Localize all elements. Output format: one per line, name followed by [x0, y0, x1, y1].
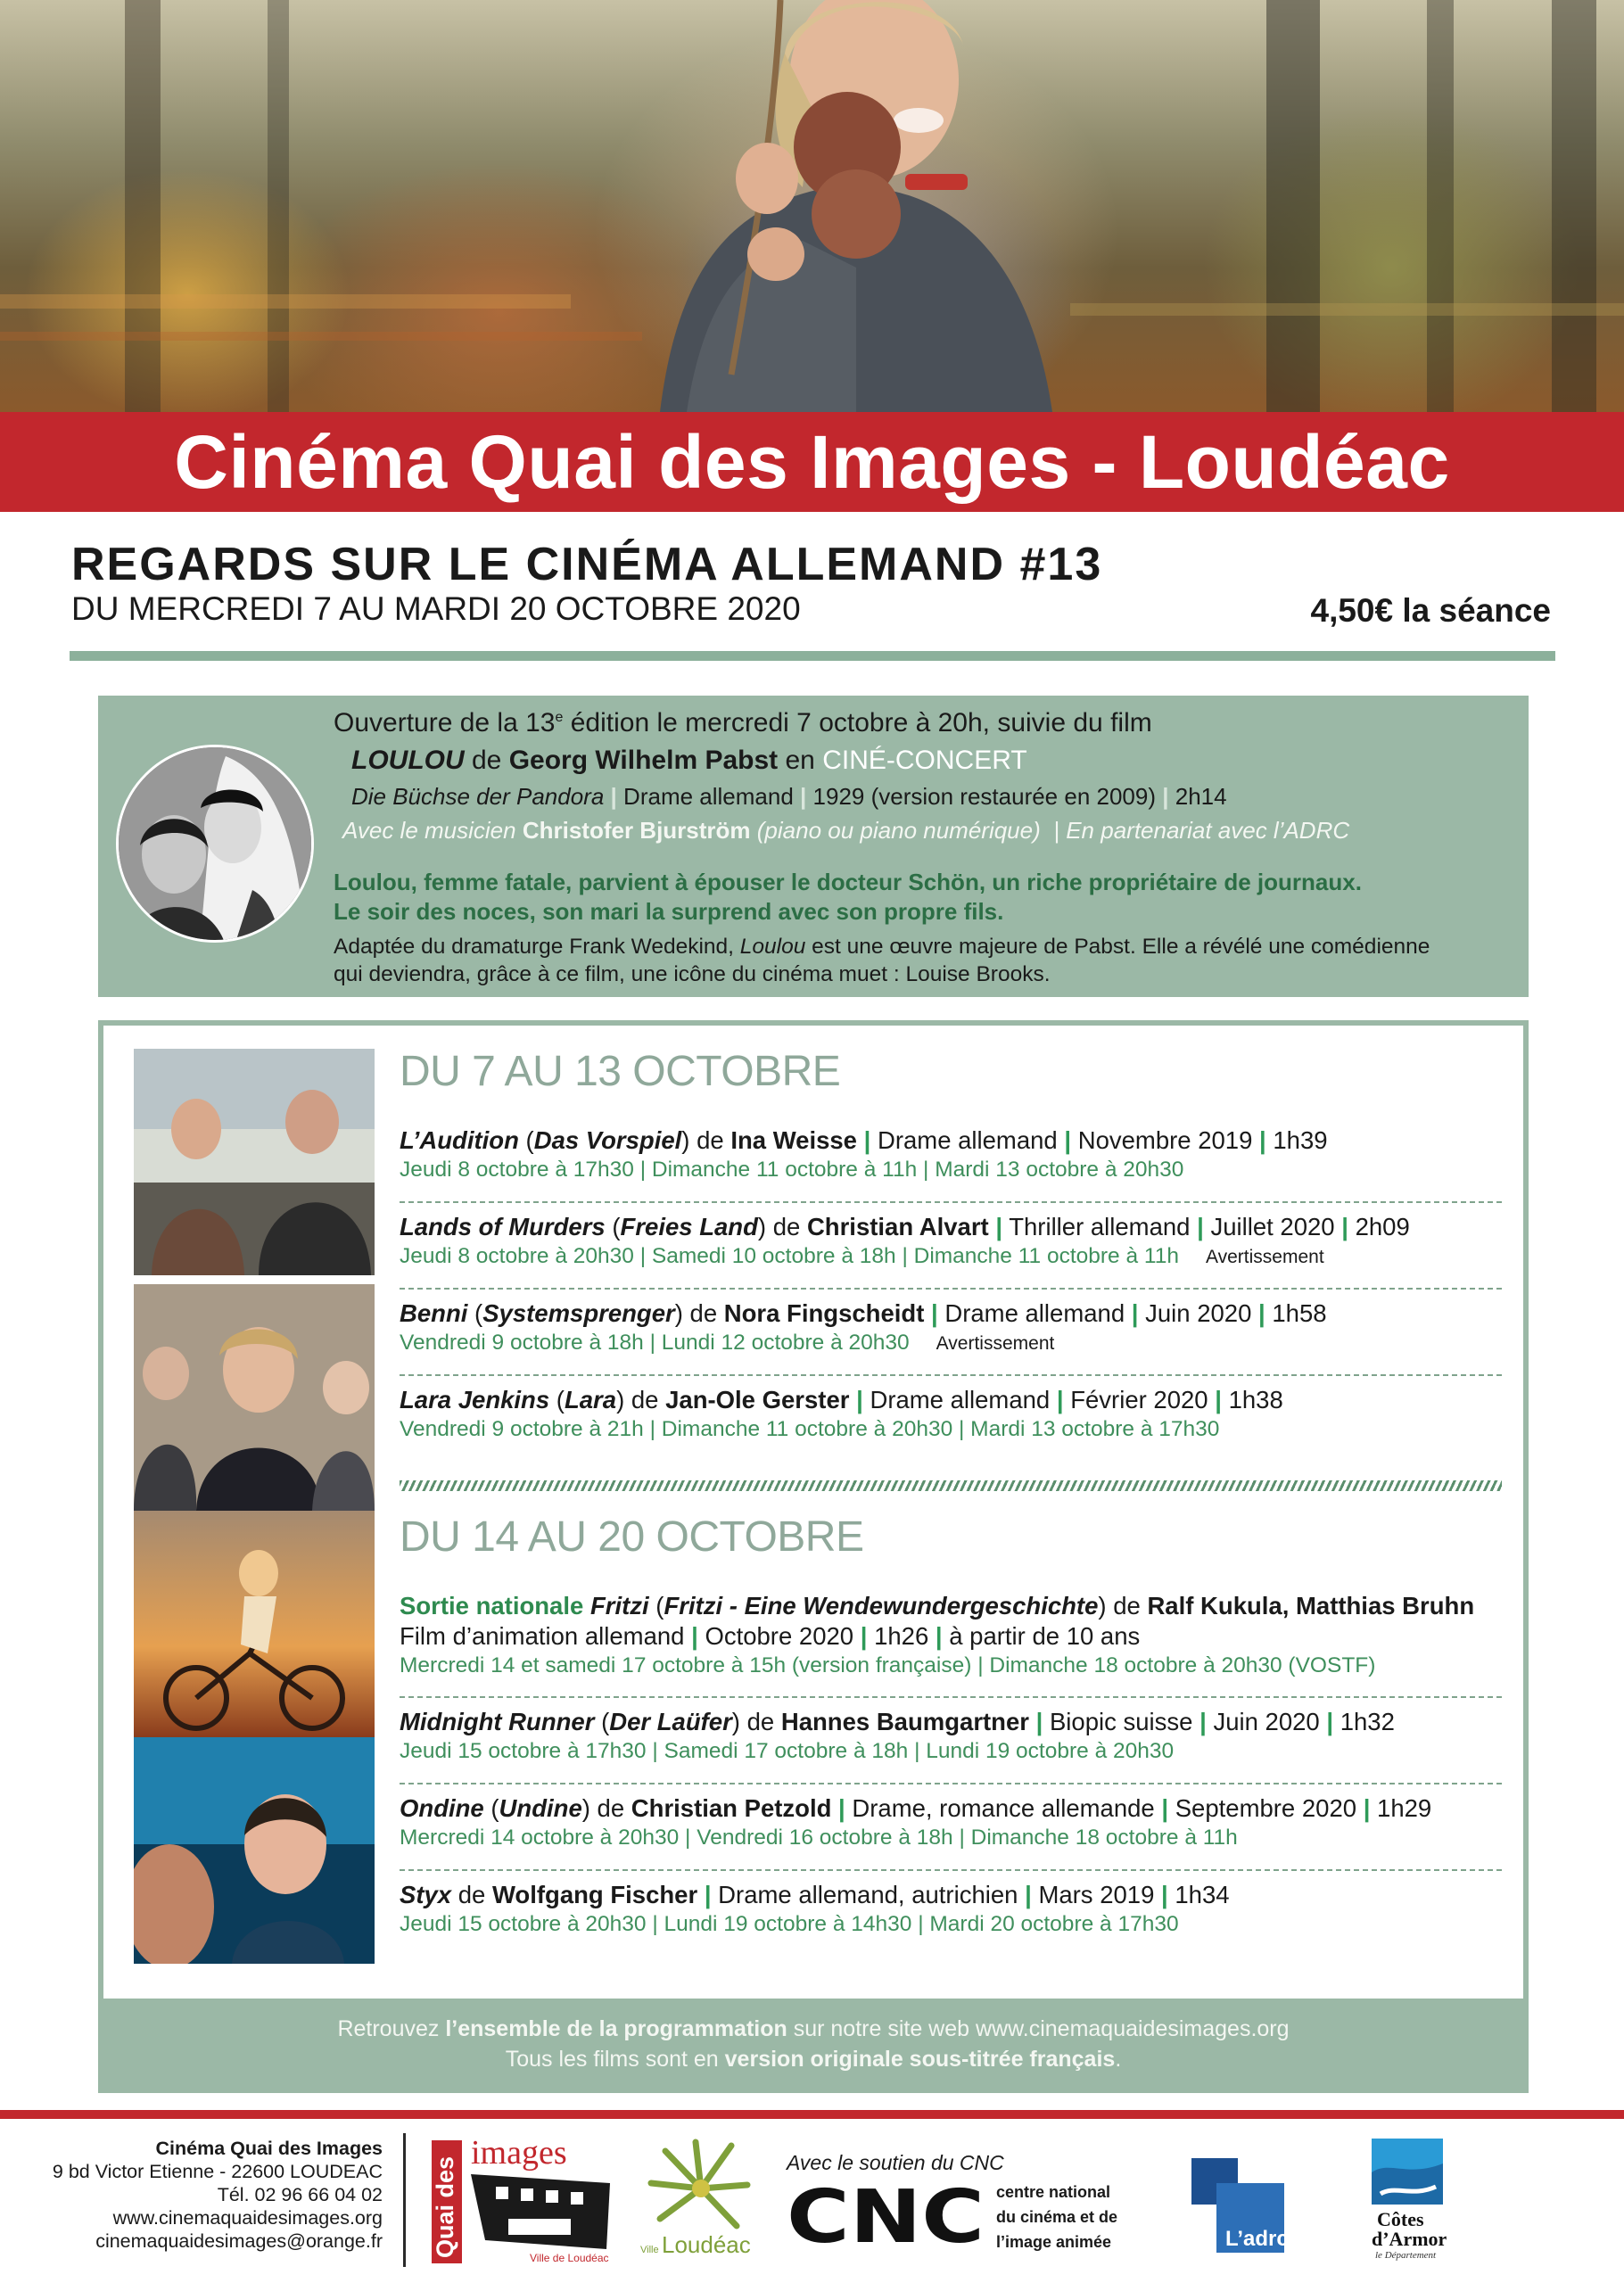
opening-details: Die Büchse der Pandora | Drame allemand | 1929 (version restaurée en 2009) | 2h14 — [351, 783, 1227, 810]
quai-des-text: Quai des — [432, 2155, 458, 2258]
sessions-ondine: Mercredi 14 octobre à 20h30 | Vendredi 16 octobre à 18h | Dimanche 18 octobre à 11h — [400, 1826, 1238, 1850]
week-divider — [400, 1480, 1502, 1491]
ville-text: Ville — [640, 2245, 659, 2255]
cotes-darmor-logo — [1368, 2137, 1448, 2262]
film-divider — [400, 1201, 1502, 1203]
warning-lands-of-murders: Avertissement — [1206, 1247, 1324, 1267]
opening-film-line: LOULOU de Georg Wilhelm Pabst en CINÉ-CONCERT — [351, 746, 1027, 775]
loudeac-text: Loudéac — [662, 2231, 751, 2258]
opening-intro: Ouverture de la 13e édition le mercredi 7 octobre à 20h, suivie du film — [334, 708, 1152, 738]
opening-film-title: LOULOU — [351, 746, 465, 775]
sessions-lara-jenkins: Vendredi 9 octobre à 21h | Dimanche 11 octobre à 20h30 | Mardi 13 octobre à 17h30 — [400, 1417, 1220, 1441]
price: 4,50€ la séance — [1310, 592, 1551, 629]
opening-format: CINÉ-CONCERT — [822, 746, 1027, 775]
opening-musician: Avec le musicien Christofer Bjurström (piano ou piano numérique) | En partenariat avec l’ADRC — [342, 817, 1350, 844]
loulou-portrait — [116, 745, 314, 943]
contact-block — [53, 2137, 383, 2253]
footer-line-1: Retrouvez l’ensemble de la programmation sur notre site web www.cinemaquaidesimages.org — [337, 2016, 1290, 2041]
images-text: images — [471, 2134, 567, 2172]
opening-description-1: Adaptée du dramaturge Frank Wedekind, Loulou est une œuvre majeure de Pabst. Elle a révélé une comédienne — [334, 935, 1430, 959]
hero-illustration — [0, 0, 1624, 412]
adrc-logo — [1191, 2158, 1286, 2254]
film-ondine: Ondine (Undine) de Christian Petzold | Drame, romance allemande | Septembre 2020 | 1h29 Mercredi 14 octobre à 20h30 | Vendredi 16 octobre à 18h | Dimanche 18 octobre à 11h — [400, 1793, 1525, 1852]
sessions-fritzi: Mercredi 14 et samedi 17 octobre à 15h (version française) | Dimanche 18 octobre à 20h30 (VOSTF) — [400, 1653, 1376, 1677]
title-bar — [0, 412, 1624, 512]
armor-text: d’Armor — [1372, 2228, 1447, 2250]
photo-ondine — [134, 1737, 375, 1964]
departement-text: le Département — [1375, 2250, 1437, 2261]
sessions-audition: Jeudi 8 octobre à 17h30 | Dimanche 11 octobre à 11h | Mardi 13 octobre à 20h30 — [400, 1158, 1184, 1182]
hero-photo — [0, 0, 1624, 412]
bottom-divider — [0, 2110, 1624, 2119]
ville-de-loudeac-text: Ville de Loudéac — [530, 2252, 609, 2264]
cnc-caption: Avec le soutien du CNC — [787, 2151, 1004, 2174]
contact-divider — [403, 2133, 406, 2267]
film-lands-of-murders: Lands of Murders (Freies Land) de Christian Alvart | Thriller allemand | Juillet 2020 | 2h09 Jeudi 8 octobre à 20h30 | Samedi 10 octobre à 18h | Dimanche 11 octobre à 11h Avertissement — [400, 1213, 1410, 1268]
opening-director: Georg Wilhelm Pabst — [508, 746, 779, 775]
opening-synopsis-1: Loulou, femme fatale, parvient à épouser le docteur Schön, un riche propriétaire de journaux. — [334, 869, 1362, 895]
quai-des-images-logo — [432, 2131, 619, 2265]
header-divider — [70, 651, 1555, 661]
film-divider — [400, 1696, 1502, 1698]
contact-name: Cinéma Quai des Images — [155, 2138, 383, 2159]
cnc-wordmark: CNC — [787, 2181, 985, 2253]
film-midnight-runner: Midnight Runner (Der Laüfer) de Hannes Baumgartner | Biopic suisse | Juin 2020 | 1h32 Jeudi 15 octobre à 17h30 | Samedi 17 octobre à 18h | Lundi 19 octobre à 20h30 — [400, 1707, 1525, 1766]
programme-box — [98, 1020, 1529, 1999]
footer-line-2: Tous les films sont en version originale sous-titrée français. — [505, 2047, 1122, 2072]
week2-title: DU 14 AU 20 OCTOBRE — [400, 1513, 864, 1561]
film-divider — [400, 1869, 1502, 1871]
adrc-text: L’adrc — [1225, 2227, 1286, 2251]
contact-phone: Tél. 02 96 66 04 02 — [217, 2184, 383, 2205]
photo-fritzi — [134, 1511, 375, 1737]
opening-box — [98, 696, 1529, 997]
cinema-title: Cinéma Quai des Images - Loudéac — [174, 419, 1450, 504]
contact-website[interactable]: www.cinemaquaidesimages.org — [112, 2207, 383, 2229]
footer-info — [98, 1999, 1529, 2093]
film-divider — [400, 1783, 1502, 1784]
cotes-text: Côtes — [1377, 2208, 1424, 2230]
cnc-name: centre national du cinéma et de l’image animée — [996, 2183, 1118, 2251]
film-benni: Benni (Systemsprenger) de Nora Fingscheidt | Drame allemand | Juin 2020 | 1h58 Vendredi 9 octobre à 18h | Lundi 12 octobre à 20h30 Avertissement — [400, 1299, 1327, 1355]
film-fritzi: Sortie nationale Fritzi (Fritzi - Eine Wendewundergeschichte) de Ralf Kukula, Matthias Bruhn Film d’animation allemand | Octobre 2020 | 1h26 | à partir de 10 ans Mercredi 14 et samedi 17 octobre à 15h (version française) | Dimanche 18 octobre à 20h30 (VOSTF) — [400, 1591, 1525, 1680]
contact-email[interactable]: cinemaquaidesimages@orange.fr — [95, 2230, 383, 2252]
sessions-benni: Vendredi 9 octobre à 18h | Lundi 12 octobre à 20h30 — [400, 1331, 910, 1355]
warning-benni: Avertissement — [936, 1333, 1055, 1354]
film-styx: Styx de Wolfgang Fischer | Drame allemand, autrichien | Mars 2019 | 1h34 Jeudi 15 octobre à 20h30 | Lundi 19 octobre à 14h30 | Mardi 20 octobre à 17h30 — [400, 1880, 1525, 1939]
event-dates: DU MERCREDI 7 AU MARDI 20 OCTOBRE 2020 — [71, 590, 801, 627]
sessions-midnight-runner: Jeudi 15 octobre à 17h30 | Samedi 17 octobre à 18h | Lundi 19 octobre à 20h30 — [400, 1739, 1175, 1763]
opening-description-2: qui deviendra, grâce à ce film, une icône du cinéma muet : Louise Brooks. — [334, 962, 1051, 986]
cnc-logo — [787, 2181, 992, 2253]
photo-benni — [134, 1284, 375, 1511]
film-lara-jenkins: Lara Jenkins (Lara) de Jan-Ole Gerster | Drame allemand | Février 2020 | 1h38 Vendredi 9 octobre à 21h | Dimanche 11 octobre à 20h30 | Mardi 13 octobre à 17h30 — [400, 1385, 1525, 1444]
sessions-styx: Jeudi 15 octobre à 20h30 | Lundi 19 octobre à 14h30 | Mardi 20 octobre à 17h30 — [400, 1912, 1179, 1936]
film-divider — [400, 1288, 1502, 1290]
week1-title: DU 7 AU 13 OCTOBRE — [400, 1048, 841, 1095]
loudeac-logo — [639, 2133, 763, 2267]
contact-address: 9 bd Victor Etienne - 22600 LOUDEAC — [52, 2161, 383, 2182]
opening-synopsis-2: Le soir des noces, son mari la surprend avec son propre fils. — [334, 898, 1004, 925]
national-release-label: Sortie nationale — [400, 1592, 584, 1620]
film-divider — [400, 1374, 1502, 1376]
photo-audition — [134, 1049, 375, 1275]
film-audition: L’Audition (Das Vorspiel) de Ina Weisse | Drame allemand | Novembre 2019 | 1h39 Jeudi 8 octobre à 17h30 | Dimanche 11 octobre à 11h | Mardi 13 octobre à 20h30 — [400, 1125, 1525, 1184]
event-title: REGARDS SUR LE CINÉMA ALLEMAND #13 — [71, 539, 1103, 590]
sessions-lands-of-murders: Jeudi 8 octobre à 20h30 | Samedi 10 octobre à 18h | Dimanche 11 octobre à 11h — [400, 1244, 1179, 1268]
